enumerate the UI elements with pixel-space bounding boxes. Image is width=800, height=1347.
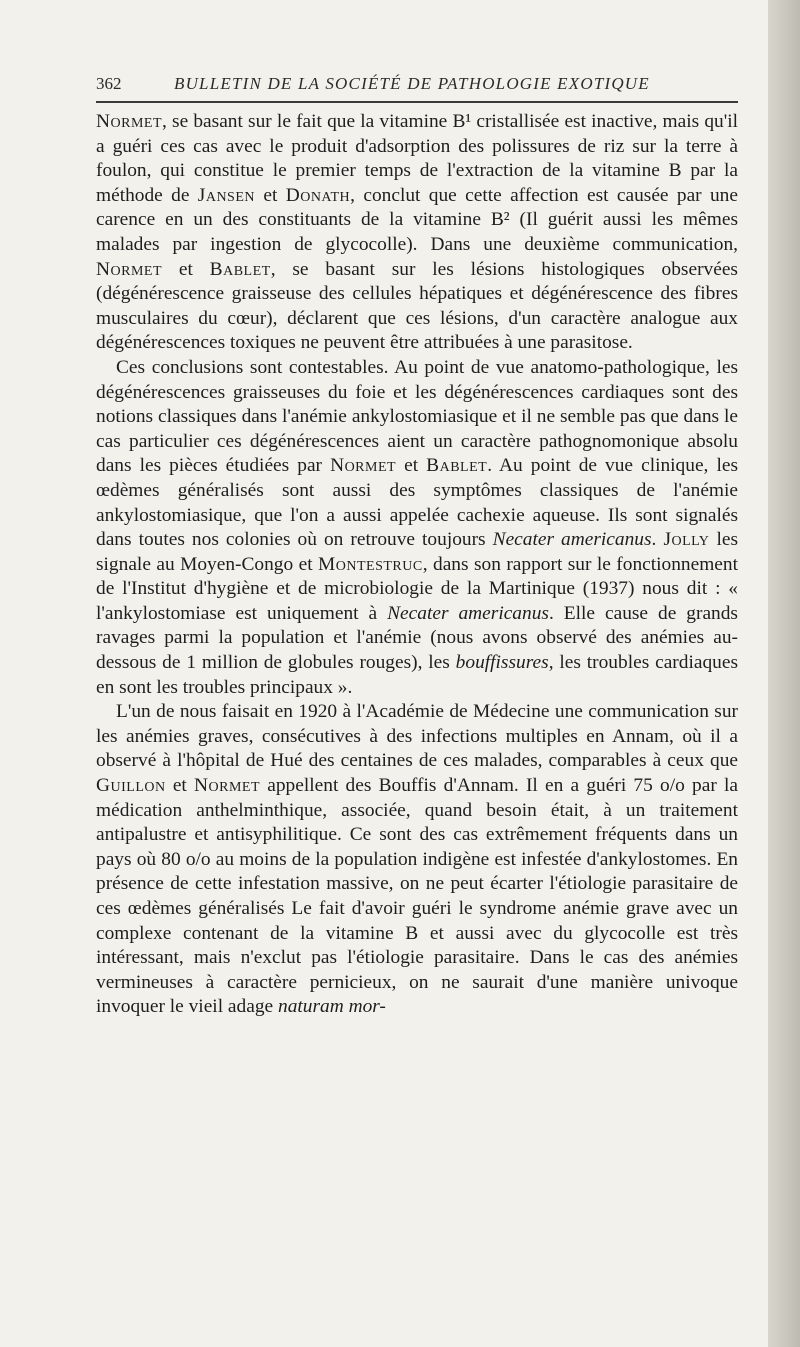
text-run: et: [396, 455, 427, 477]
text-run: . Elle cause de grands ravages parmi la population et l'anémie (nous avons observé des anémies au-dessous de 1 million de globules rouges), les: [96, 602, 738, 674]
author-name: Bablet: [426, 455, 488, 477]
italic-term: Necater americanus: [492, 529, 652, 551]
author-name: Bablet: [209, 258, 271, 280]
author-name: Normet: [194, 775, 261, 797]
text-run: et: [255, 184, 286, 206]
running-header: [96, 74, 736, 98]
author-name: Montestruc: [318, 553, 423, 575]
author-name: Guillon: [96, 775, 166, 797]
text-run: , dans son rapport sur le fonctionnement de l'Institut d'hygiène et de microbiologie de la Martinique (1937) nous dit : « l'ankylostomiase est uniquement à: [96, 553, 738, 624]
text-run: et: [165, 775, 195, 797]
text-run: L'un de nous faisait en 1920 à l'Académie de Médecine une communication sur les anémies graves, consécutives à des infections multiples en Annam, où il a observé à l'hôpital de Hué des centaines de ces malades, comparables à ceux que: [96, 701, 738, 772]
author-name: Jolly: [663, 529, 710, 551]
text-run: les signale au Moyen-Congo et: [96, 529, 738, 575]
paragraph: [96, 356, 738, 700]
author-name: Normet: [96, 111, 163, 132]
text-run: , conclut que cette affection est causée par une carence en un des constituants de la vitamine B² (Il guérit aussi les mêmes malades par ingestion de glycocolle). Dans une deuxième communication,: [96, 184, 738, 255]
italic-term: Necater americanus: [387, 602, 549, 624]
page-edge-shadow: [768, 0, 800, 1347]
italic-term: bouffissures: [455, 652, 549, 674]
header-rule: [96, 101, 738, 103]
text-run: Ces conclusions sont contestables. Au point de vue anatomo-pathologique, les dégénérescences graisseuses du foie et les dégénérescences cardiaques sont des notions classiques dans l'anémie ankylostomiasique et il ne semble pas que dans le cas particulier ces dégénérescences aient un caractère pathognomonique absolu dans les pièces étudiées par: [96, 356, 738, 477]
text-run: et: [162, 258, 210, 280]
text-run: , les troubles cardiaques en sont les troubles principaux ».: [96, 652, 738, 698]
text-run: . Au point de vue clinique, les œdèmes généralisés sont aussi des symptômes classiques de l'anémie ankylostomiasique, que l'on a aussi appelée cachexie aqueuse. Ils sont signalés dans toutes nos colonies où on retrouve toujours: [96, 455, 738, 551]
author-name: Jansen: [197, 184, 255, 206]
author-name: Normet: [330, 455, 397, 477]
author-name: Normet: [96, 258, 163, 280]
paragraph: [96, 110, 738, 356]
text-run: , se basant sur les lésions histologiques observées (dégénérescence graisseuse des cellules hépatiques et dégénérescence des fibres musculaires du cœur), déclarent que ces lésions, d'un caractère analogue aux dégénérescences toxiques ne peuvent être attribuées à une parasitose.: [96, 258, 738, 354]
text-run: , se basant sur le fait que la vitamine B¹ cristallisée est inactive, mais qu'il a guéri ces cas avec le produit d'adsorption des polissures de riz sur la terre à foulon, qui constitue le premier temps de l'extraction de la vitamine B par la méthode de: [96, 111, 738, 206]
italic-term: naturam mor-: [278, 996, 386, 1018]
paragraph: [96, 700, 738, 1020]
body-text: [96, 110, 738, 1020]
page-number: 362: [96, 74, 122, 93]
author-name: Donath: [285, 184, 351, 206]
text-run: .: [651, 529, 664, 551]
text-run: appellent des Bouffis d'Annam. Il en a guéri 75 o/o par la médication anthelminthique, associée, quand besoin était, à un traitement antipalustre et antisyphilitique. Ce sont des cas extrêmement fréquents dans un pays où 80 o/o au moins de la population indigène est infestée d'ankylostomes. En présence de cette infestation massive, on ne peut écarter l'étiologie parasitaire de ces œdèmes généralisés Le fait d'avoir guéri le syndrome anémie grave avec un complexe contenant de la vitamine B et aussi avec du glycocolle est très intéressant, mais n'exclut pas l'étiologie parasitaire. Dans le cas des anémies vermineuses à caractère pernicieux, on ne saurait d'une manière univoque invoquer le vieil adage: [96, 775, 738, 1018]
journal-title: BULLETIN DE LA SOCIÉTÉ DE PATHOLOGIE EXOTIQUE: [174, 74, 650, 93]
